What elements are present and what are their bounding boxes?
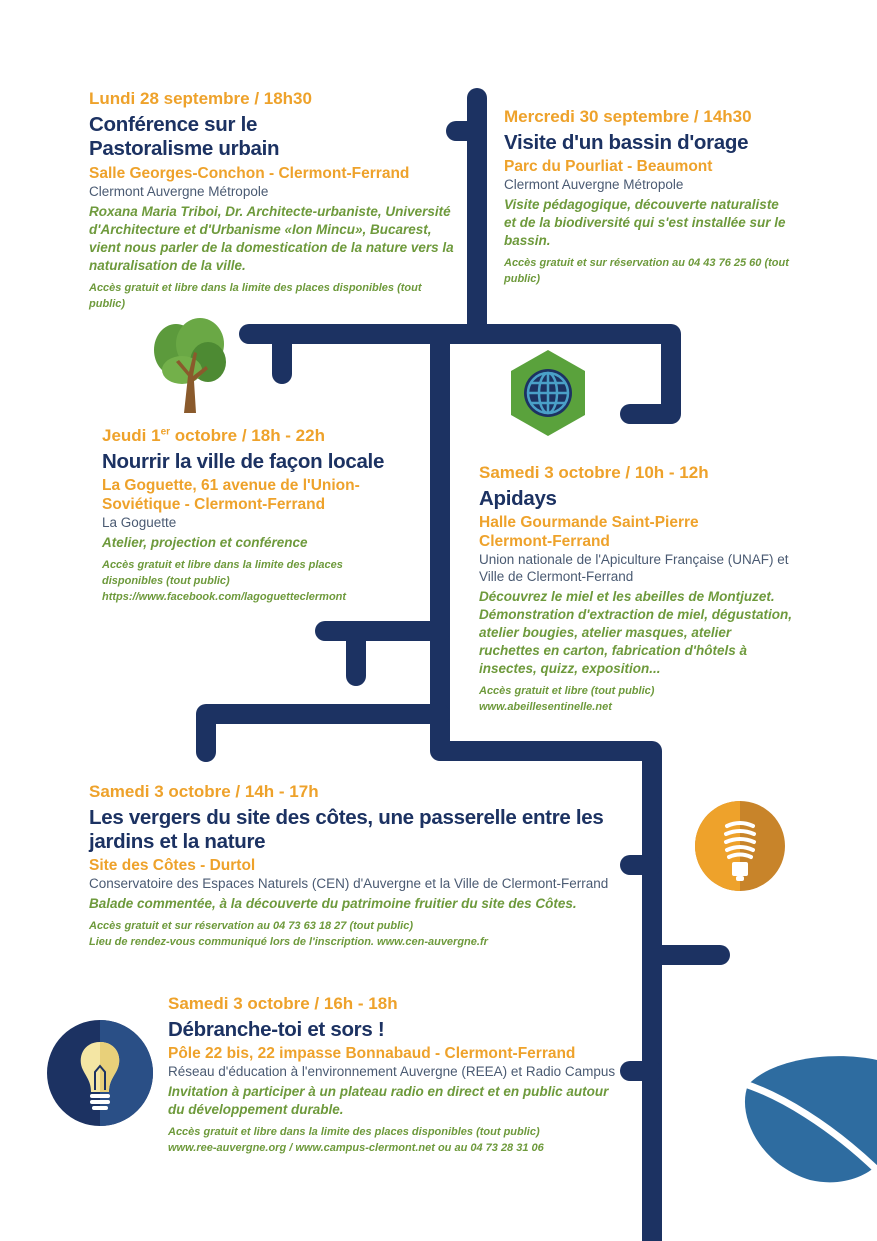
event-access: Accès gratuit et libre (tout public) www.abeillesentinelle.net: [479, 683, 799, 715]
event-title: Débranche-toi et sors !: [168, 1018, 385, 1041]
event-place: La Goguette, 61 avenue de l'Union-Soviétique - Clermont-Ferrand: [102, 477, 360, 513]
light-bulb-icon: [47, 1020, 153, 1126]
event-date: Mercredi 30 septembre / 14h30: [504, 107, 752, 126]
event-description: Visite pédagogique, découverte naturaliste et de la biodiversité qui s'est installée sur le bassin.: [504, 197, 786, 248]
event-place: Site des Côtes - Durtol: [89, 857, 256, 874]
event-description: Roxana Maria Triboi, Dr. Architecte-urbaniste, Université d'Architecture et d'Urbanisme «Ion Mincu», Bucarest, vient nous parler de la domestication de la nature vers la naturalisation de la ville.: [89, 204, 454, 273]
event-description: Découvrez le miel et les abeilles de Montjuzet. Démonstration d'extraction de miel, dégustation, atelier bougies, atelier masques, atelier ruchettes en carton, fabrication d'hôtels à insectes, quizz, exposition...: [479, 589, 793, 676]
event-date: Lundi 28 septembre / 18h30: [89, 89, 312, 108]
abeille-link[interactable]: www.abeillesentinelle.net: [479, 701, 612, 713]
leaf-icon: [740, 1055, 877, 1185]
event-apidays: [479, 463, 799, 715]
event-access: Accès gratuit et libre dans la limite des places disponibles (tout public) www.ree-auvergne.org / www.campus-clermont.net ou au 04 73 28 31 06: [168, 1126, 544, 1154]
event-place: Salle Georges-Conchon - Clermont-Ferrand: [89, 165, 410, 182]
event-access: Accès gratuit et libre dans la limite des places disponibles (tout public) https://www.facebook.com/lagoguetteclermont: [102, 557, 422, 605]
event-date: Jeudi 1er octobre / 18h - 22h: [102, 426, 325, 445]
event-place: Pôle 22 bis, 22 impasse Bonnabaud - Clermont-Ferrand: [168, 1045, 576, 1062]
event-organizer: Réseau d'éducation à l'environnement Auvergne (REEA) et Radio Campus: [168, 1064, 616, 1079]
event-date: Samedi 3 octobre / 14h - 17h: [89, 782, 319, 801]
event-access: Accès gratuit et libre dans la limite des places disponibles (tout public): [89, 282, 422, 310]
event-debranche: [168, 994, 618, 1156]
event-access: Accès gratuit et sur réservation au 04 73 63 18 27 (tout public) Lieu de rendez-vous communiqué lors de l'inscription. www.cen-auvergne.fr: [89, 920, 488, 948]
event-organizer: Union nationale de l'Apiculture Française (UNAF) et Ville de Clermont-Ferrand: [479, 552, 789, 584]
event-description: Invitation à participer à un plateau radio en direct et en public autour du développement durable.: [168, 1084, 609, 1117]
event-place: Halle Gourmande Saint-Pierre Clermont-Ferrand: [479, 514, 699, 550]
event-title: Les vergers du site des côtes, une passerelle entre les jardins et la nature: [89, 806, 604, 853]
event-mercredi: [504, 107, 804, 287]
facebook-link[interactable]: https://www.facebook.com/lagoguetteclermont: [102, 591, 347, 603]
event-title: Conférence sur le Pastoralisme urbain: [89, 113, 280, 160]
eco-bulb-icon: [694, 800, 786, 892]
event-organizer: Conservatoire des Espaces Naturels (CEN) d'Auvergne et la Ville de Clermont-Ferrand: [89, 876, 609, 891]
event-organizer: Clermont Auvergne Métropole: [89, 184, 269, 199]
event-description: Atelier, projection et conférence: [102, 535, 308, 550]
event-vergers: [89, 782, 619, 950]
event-title: Nourrir la ville de façon locale: [102, 450, 385, 473]
event-access: Accès gratuit et sur réservation au 04 43 76 25 60 (tout public): [504, 257, 789, 285]
event-organizer: La Goguette: [102, 515, 177, 530]
event-description: Balade commentée, à la découverte du patrimoine fruitier du site des Côtes.: [89, 896, 577, 911]
event-title: Apidays: [479, 487, 557, 510]
event-title: Visite d'un bassin d'orage: [504, 131, 749, 154]
event-date: Samedi 3 octobre / 16h - 18h: [168, 994, 398, 1013]
event-jeudi: [102, 426, 422, 605]
globe-hexagon-icon: [508, 348, 588, 438]
event-lundi: [89, 89, 459, 312]
event-date: Samedi 3 octobre / 10h - 12h: [479, 463, 709, 482]
event-organizer: Clermont Auvergne Métropole: [504, 177, 684, 192]
tree-icon: [150, 318, 230, 414]
event-place: Parc du Pourliat - Beaumont: [504, 158, 713, 175]
